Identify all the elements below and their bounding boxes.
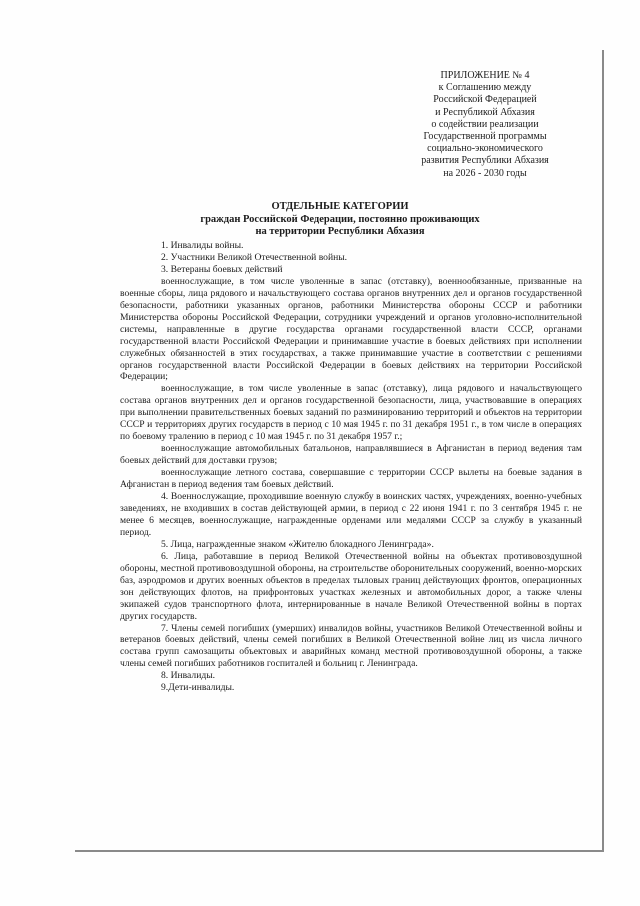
document-title bbox=[130, 201, 550, 239]
paragraph: военнослужащие автомобильных батальонов, направлявшиеся в Афганистан в период ведения там боевых действий для доставки грузов; bbox=[120, 443, 582, 467]
paragraph: военнослужащие, в том числе уволенные в запас (отставку), военнообязанные, призванные на военные сборы, лица рядового и начальствующего состава органов внутренних дел и органов государственной безопасности, работники указанных органов, работники Министерства обороны СССР и работники Министерства обороны Российской Федерации, сотрудники учреждений и органов уголовно-исполнительной системы, направленные в другие государства органами государственной власти СССР, органами государственной власти Российской Федерации и принимавшие участие в боевых действиях при исполнении служебных обязанностей в этих государствах, а также принимавшие участие в соответствии с решениями органов государственной власти Российской Федерации в боевых действиях на территории Российской Федерации; bbox=[120, 275, 582, 383]
appendix-line: Государственной программы bbox=[423, 131, 547, 143]
list-item: 2. Участники Великой Отечественной войны. bbox=[161, 251, 348, 263]
appendix-line: к Соглашению между bbox=[438, 82, 532, 94]
appendix-line: социально-экономического bbox=[427, 143, 543, 155]
title-line: ОТДЕЛЬНЫЕ КАТЕГОРИИ bbox=[271, 201, 409, 212]
paragraph: военнослужащие, в том числе уволенные в запас (отставку), лица рядового и начальствующего состава органов внутренних дел и органов государственной безопасности, лица, участвовавшие в операциях при выполнении правительственных боевых заданий по разминированию территорий и объектов на территории СССР и территориях других государств в период с 10 мая 1945 г. по 31 декабря 1951 г., в том числе в операциях по боевому тралению в период с 10 мая 1945 г. по 31 декабря 1957 г.; bbox=[120, 383, 582, 443]
document-body bbox=[120, 240, 582, 694]
list-item: 8. Инвалиды. bbox=[161, 670, 216, 682]
appendix-line: о содействии реализации bbox=[431, 118, 539, 130]
title-line: граждан Российской Федерации, постоянно проживающих bbox=[200, 213, 480, 225]
list-item: 1. Инвалиды войны. bbox=[161, 240, 244, 251]
appendix-line: развития Республики Абхазия bbox=[421, 155, 549, 167]
list-item: 3. Ветераны боевых действий bbox=[161, 263, 283, 275]
paragraph: 4. Военнослужащие, проходившие военную службу в воинских частях, учреждениях, военно-учебных заведениях, не входивших в состав действующей армии, в период с 22 июня 1941 г. по 3 сентября 1945 г. не менее 6 месяцев, военнослужащие, награжденные орденами или медалями СССР за службу в указанный период. bbox=[120, 491, 582, 538]
appendix-header bbox=[380, 70, 590, 180]
paragraph: 7. Члены семей погибших (умерших) инвалидов войны, участников Великой Отечественной войны и ветеранов боевых действий, члены семей погибших в Великой Отечественной войне лиц из числа личного состава групп самозащиты объектовых и аварийных команд местной противовоздушной обороны, а также члены семей погибших работников госпиталей и больниц г. Ленинграда. bbox=[120, 622, 582, 670]
appendix-line: и Республикой Абхазия bbox=[435, 106, 535, 118]
paragraph: военнослужащие летного состава, совершавшие с территории СССР вылеты на боевые задания в Афганистан в период ведения там боевых действий. bbox=[120, 467, 582, 491]
paragraph: 5. Лица, награжденные знаком «Жителю блокадного Ленинграда». bbox=[161, 538, 434, 550]
appendix-line: на 2026 - 2030 годы bbox=[443, 167, 527, 179]
list-item: 9.Дети-инвалиды. bbox=[161, 682, 235, 694]
appendix-line: ПРИЛОЖЕНИЕ № 4 bbox=[440, 70, 530, 81]
title-line: на территории Республики Абхазия bbox=[255, 226, 425, 237]
appendix-line: Российской Федерацией bbox=[433, 94, 537, 106]
paragraph: 6. Лица, работавшие в период Великой Отечественной войны на объектах противовоздушной обороны, местной противовоздушной обороны, на строительстве оборонительных сооружений, военно-морских баз, аэродромов и других военных объектов в пределах тыловых границ действующих фронтов, операционных зон действующих флотов, на прифронтовых участках железных и автомобильных дорог, а также члены экипажей судов транспортного флота, интернированные в начале Великой Отечественной войны в портах других государств. bbox=[120, 550, 582, 622]
